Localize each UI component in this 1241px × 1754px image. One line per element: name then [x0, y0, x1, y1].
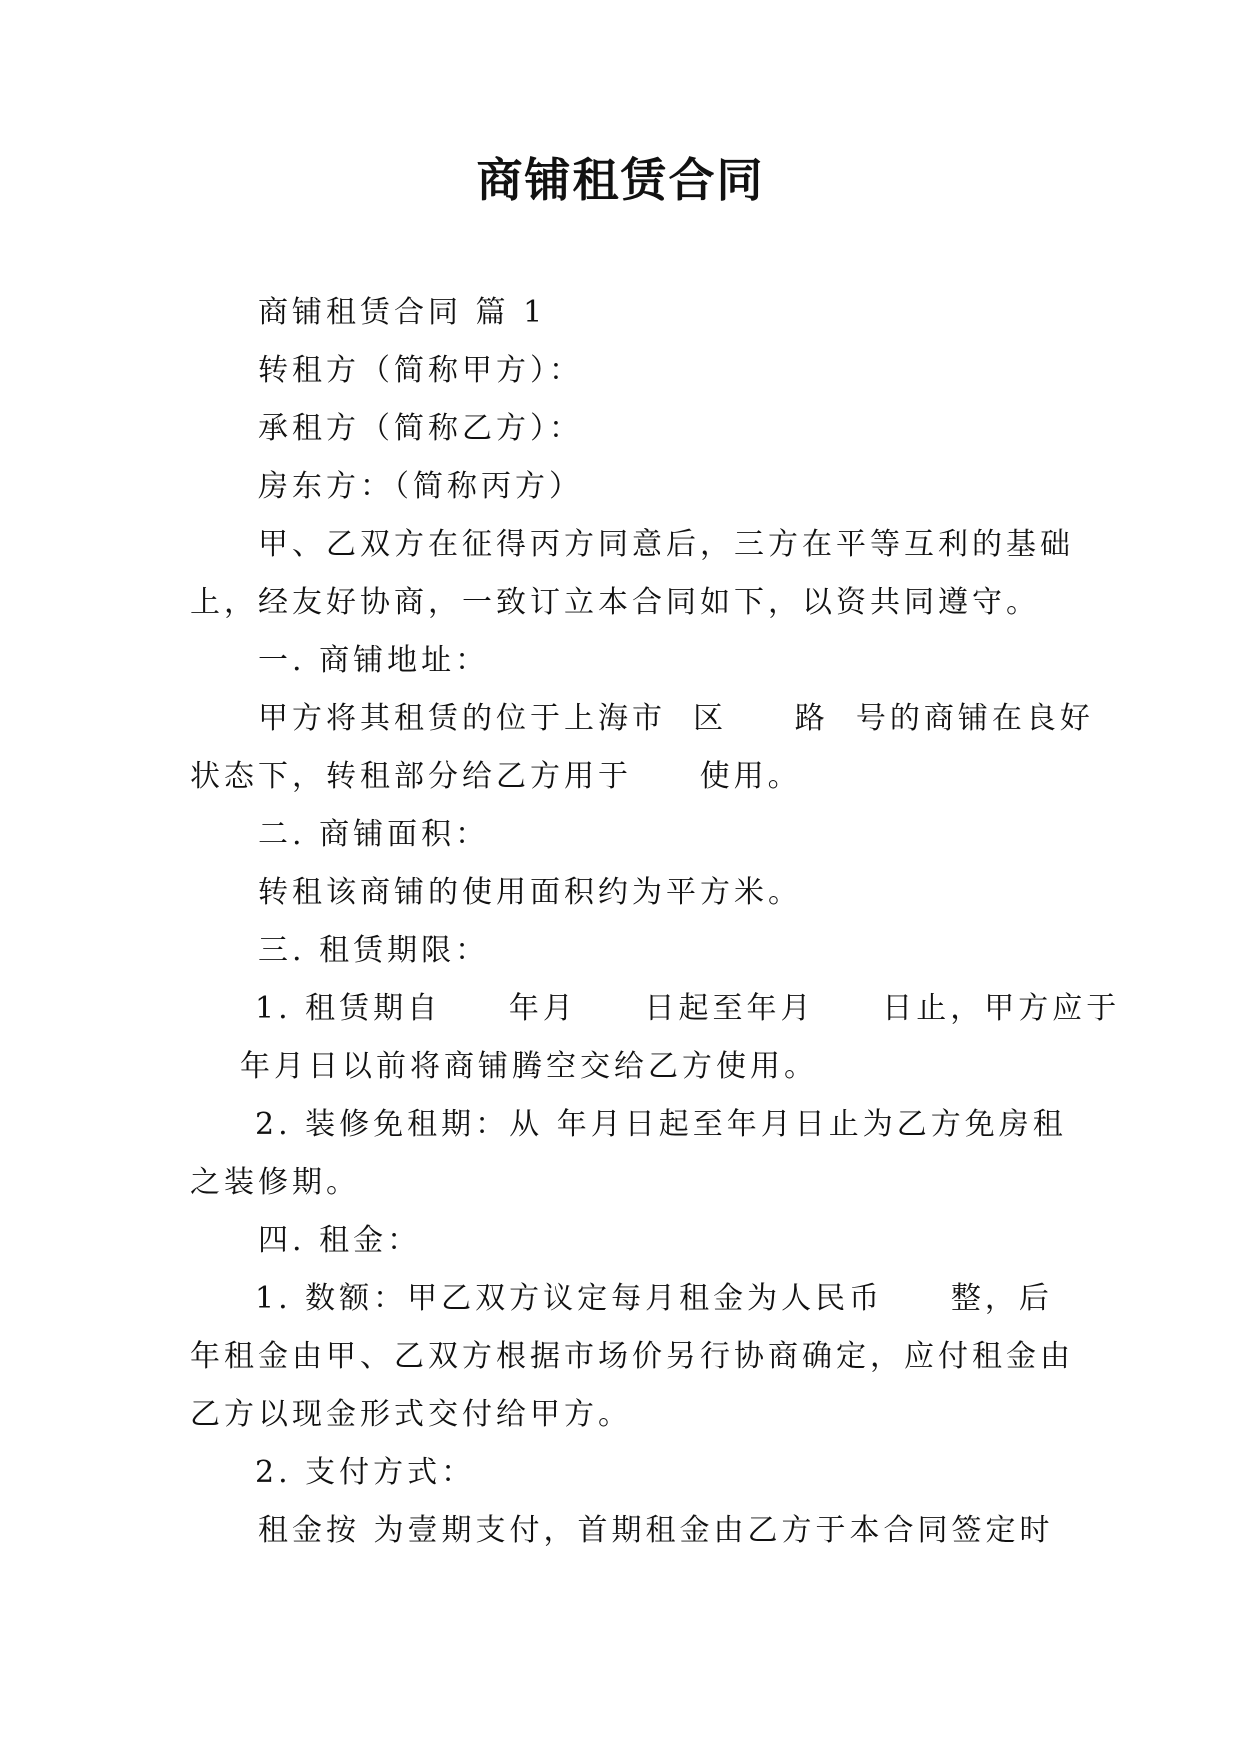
address-line-2: 状态下，转租部分给乙方用于 使用。	[190, 759, 802, 794]
section-heading-rent: 四. 租金：	[258, 1223, 422, 1258]
address-line-1: 甲方将其租赁的位于上海市 区 路 号的商铺在良好	[258, 701, 1094, 736]
sublessor-line: 转租方（简称甲方）：	[258, 353, 583, 388]
lessee-line: 承租方（简称乙方）：	[258, 411, 583, 446]
preamble-line-1: 甲、乙双方在征得丙方同意后，三方在平等互利的基础	[258, 527, 1074, 562]
renovation-line-1: 2. 装修免租期：从 年月日起至年月日止为乙方免房租	[255, 1107, 1067, 1142]
section-heading-term: 三. 租赁期限：	[258, 933, 490, 968]
section-heading-area: 二. 商铺面积：	[258, 817, 490, 852]
term-line-2: 年月日以前将商铺腾空交给乙方使用。	[240, 1049, 818, 1084]
rent-amount-line-1: 1. 数额：甲乙双方议定每月租金为人民币 整，后	[255, 1281, 1053, 1316]
payment-method-heading: 2. 支付方式：	[255, 1455, 476, 1490]
rent-amount-line-2: 年租金由甲、乙双方根据市场价另行协商确定，应付租金由	[190, 1339, 1074, 1374]
renovation-line-2: 之装修期。	[190, 1165, 360, 1200]
section-heading-address: 一. 商铺地址：	[258, 643, 490, 678]
landlord-line: 房东方：（简称丙方）	[258, 469, 583, 504]
term-line-1: 1. 租赁期自 年月 日起至年月 日止，甲方应于	[255, 991, 1121, 1026]
rent-amount-line-3: 乙方以现金形式交付给甲方。	[190, 1397, 632, 1432]
document-title: 商铺租赁合同	[476, 153, 765, 207]
preamble-line-2: 上，经友好协商，一致订立本合同如下，以资共同遵守。	[190, 585, 1040, 620]
payment-method-line: 租金按 为壹期支付，首期租金由乙方于本合同签定时	[258, 1513, 1054, 1548]
contract-heading: 商铺租赁合同 篇 1	[258, 295, 547, 330]
area-line: 转租该商铺的使用面积约为平方米。	[258, 875, 802, 910]
